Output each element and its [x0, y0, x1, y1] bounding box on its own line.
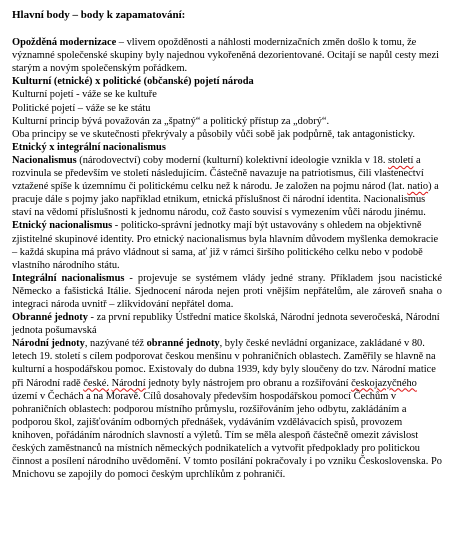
section-etnicky-nacionalismus [12, 219, 442, 271]
text-line: Oba principy se ve skutečnosti překrývaly a působily vůči sobě jak podpůrně, tak antagonisticky. [12, 128, 416, 140]
text-span: ) a pracuje dále s pojmy jako například etnikum, etnická příslušnost či národní identita. Nacionalismus staví na vědomí příslušnosti k jednomu národu, což často souvisí s vymezením vůči národu jinému. [12, 181, 439, 219]
text-span: jednoty byly nástrojem pro obranu a rozšiřování [145, 377, 352, 389]
section-narodni-jednoty [12, 337, 442, 481]
section-title-nacionalismus: Etnický x integrální nacionalismus [12, 141, 166, 153]
section-title: Etnický nacionalismus [12, 220, 113, 232]
spellcheck-word: českojazyčného [351, 377, 417, 389]
text-span: , byly české nevládní organizace, zakládané v 80. letech 19. století s cílem podporovat českou menšinu v pohraničních oblastech. Zaměřily se hlavně na kulturní a hospodářskou pomoc. Existovaly do dubna 1939, kdy byly sloučeny do tzv. Národní matice při Národní radě [12, 338, 436, 389]
text-line: Kulturní pojetí - váže se ke kultuře [12, 89, 157, 101]
text-span: území v Čechách a na Moravě. Cílů dosahovaly především hospodářskou pomocí Čechům v pohraničních oblastech: podporou místního průmyslu, rozšiřováním jeho odbytu, zakládáním a podporou škol, zajišťováním odborných přednášek, vydáváním vzdělávacích spisů, provozem knihoven, pořádáním národních slavností a výletů. Tím se měla alespoň částečně omezit závislost českých zaměstnanců na místních německých podnikatelích a vytvořit předpoklady pro politickou činnost a posílení národního uvědomění. V tomto posílání pokračovaly i po vzniku Československa. Po Mnichovu se zapojily do pomoci českým uprchlíkům z pohraničí. [12, 390, 442, 481]
spellcheck-word: Národní [111, 377, 146, 389]
section-opozdena-modernizace [12, 36, 442, 75]
section-title-pojeti-naroda: Kulturní (etnické) x politické (občanské) pojetí národa [12, 76, 254, 88]
section-title: Opožděná modernizace [12, 37, 117, 49]
section-integralni-nacionalismus [12, 272, 442, 311]
section-text: - politicko-správní jednotky mají být ustavovány s ohledem na objektivně zjistitelné skupinové identity. Pro etnický nacionalismus byla hlavním důvodem myšlenka demokracie – každá skupina má právo vládnout si sama, ať již v rámci širšího politického celku nebo v podobě vlastního národního státu. [12, 220, 439, 271]
page-heading: Hlavní body – body k zapamatování: [12, 9, 186, 21]
section-title: obranné jednoty [146, 338, 220, 350]
text-span: (národovectví) coby moderní (kulturní) kolektivní ideologie vznikla v 18. [76, 154, 389, 166]
section-title: Národní jednoty [12, 338, 85, 350]
section-title: Integrální nacionalismus [12, 272, 125, 284]
term: Nacionalismus [12, 154, 77, 166]
section-title: Obranné jednoty [12, 312, 88, 324]
spellcheck-word: století [388, 154, 414, 166]
section-obranne-jednoty [12, 311, 442, 337]
section-text: - projevuje se systémem vlády jedné strany. Příkladem jsou nacistické Německo a fašistická Itálie. Sjednocení národa nejen proti vnějším nepřátelům, ale zároveň snaha o integraci národa uvnitř – zlikvidování nepřátel doma. [12, 272, 442, 310]
section-text: – vlivem opožděnosti a náhlosti modernizačních změn došlo k tomu, že významné společenské skupiny byly najednou vykořeněná dezorientované. Ocitají se napůl cesty mezi starým a novým společenským pořádkem. [12, 37, 440, 75]
spellcheck-word: natio [407, 181, 429, 193]
paragraph-nacionalismus [12, 154, 442, 219]
text-span: , nazývané též [84, 338, 147, 350]
section-text: - za první republiky Ústřední matice školská, Národní jednota severočeská, Národní jednota pošumavská [12, 312, 440, 337]
text-span: a rozvinula se především ve století následujícím. Částečně navazuje na patriotismus, čili vlastenectví vztažené spíše k územnímu či politickému celku než k národu. Je založen na pojmu národ (lat. [12, 154, 424, 193]
text-line: Kulturní princip bývá považován za „špatný“ a politický přístup za „dobrý“. [12, 115, 330, 127]
text-line: Politické pojetí – váže se ke státu [12, 102, 151, 114]
spellcheck-word: české. [83, 377, 109, 389]
